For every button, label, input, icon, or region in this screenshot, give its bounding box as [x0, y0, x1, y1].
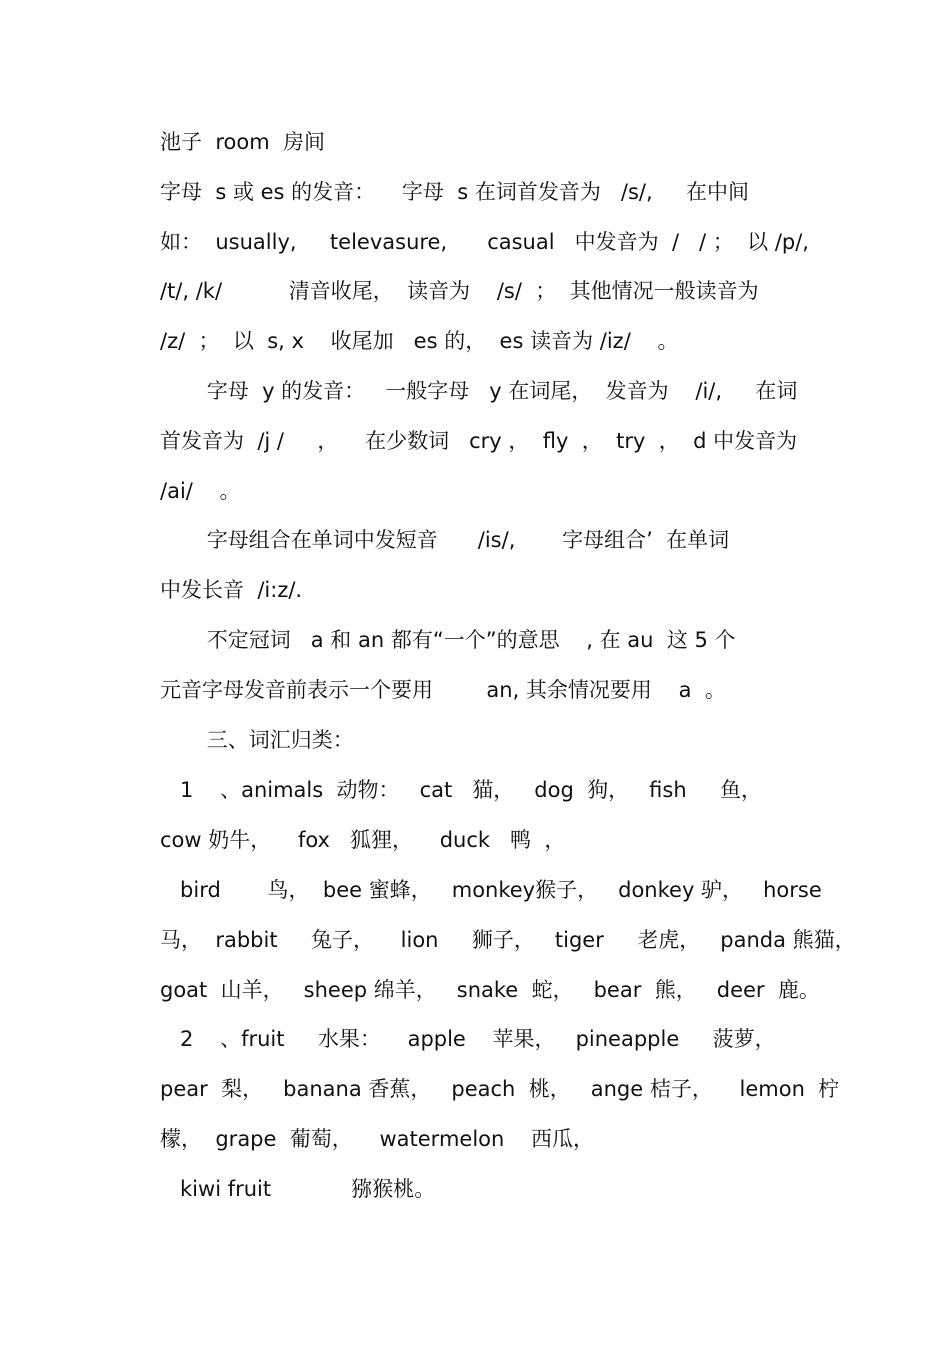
- text-line: 中发长音 /i:z/.: [160, 578, 303, 602]
- text-line: /t/, /k/ 清音收尾， 读音为 /s/ ； 其他情况一般读音为: [160, 279, 759, 303]
- text-line: 字母 y 的发音： 一般字母 y 在词尾， 发音为 /i/, 在词: [160, 379, 798, 403]
- text-line: 池子 room 房间: [160, 130, 326, 154]
- text-line: pear 梨， banana 香蕉， peach 桃， ange 桔子， lemon 柠: [160, 1077, 840, 1101]
- text-line: kiwi fruit 猕猴桃。: [160, 1177, 436, 1201]
- text-line: 字母 s 或 es 的发音： 字母 s 在词首发音为 /s/, 在中间: [160, 180, 750, 204]
- text-line: /z/ ； 以 s, x 收尾加 es 的， es 读音为 /iz/ 。: [160, 329, 679, 353]
- text-line: 马， rabbit 兔子， lion 狮子， tiger 老虎， panda 熊猫，: [160, 928, 856, 952]
- text-line: 如： usually, televasure, casual 中发音为 / / ； 以 /p/,: [160, 230, 809, 254]
- text-line: 2 、fruit 水果： apple 苹果， pineapple 菠萝，: [160, 1027, 776, 1051]
- text-line: /ai/ 。: [160, 479, 241, 503]
- text-line: goat 山羊， sheep 绵羊， snake 蛇， bear 熊， deer 鹿。: [160, 978, 820, 1002]
- text-line: 字母组合在单词中发短音 /is/, 字母组合’ 在单词: [160, 528, 730, 552]
- text-line: 1 、animals 动物： cat 猫， dog 狗， fish 鱼，: [160, 778, 763, 802]
- text-line: cow 奶牛， fox 狐狸， duck 鸭 ，: [160, 828, 566, 852]
- text-line: bird 鸟， bee 蜜蜂， monkey猴子， donkey 驴， horse: [160, 878, 822, 902]
- text-line: 檬， grape 葡萄， watermelon 西瓜，: [160, 1127, 595, 1151]
- text-line: 首发音为 /j / ， 在少数词 cry ， fly ， try ， d 中发音为: [160, 429, 798, 453]
- text-line: 不定冠词 a 和 an 都有“一个”的意思 , 在 au 这 5 个: [160, 628, 736, 652]
- text-line: 元音字母发音前表示一个要用 an, 其余情况要用 a 。: [160, 678, 726, 702]
- text-line: 三、词汇归类：: [160, 728, 354, 752]
